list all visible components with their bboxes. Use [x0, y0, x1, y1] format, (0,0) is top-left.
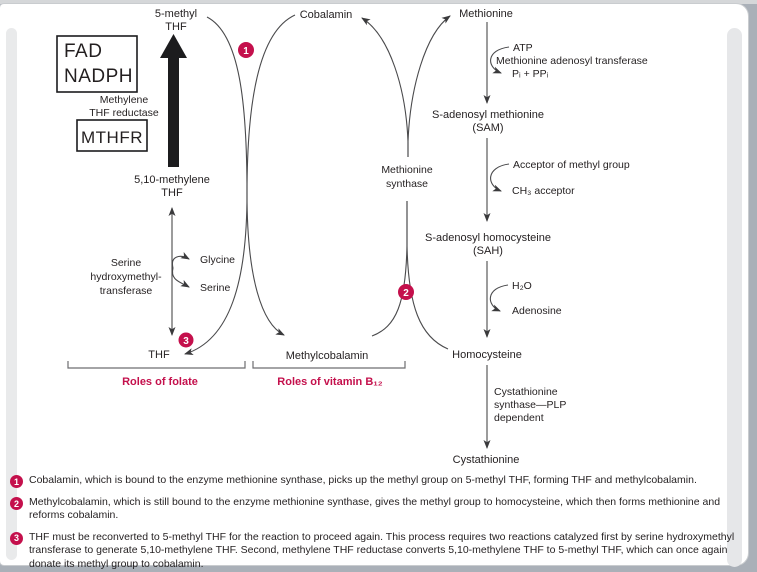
footnote-1-text: Cobalamin, which is bound to the enzyme methionine synthase, picks up the methyl group on 5-methyl THF, forming THF and methylcobalamin. [29, 474, 697, 486]
footnote-3-text: THF must be reconverted to 5-methyl THF for the reaction to proceed again. This process requires two reactions catalyzed first by serine hydroxymethyl transferase to generate 5,10-methylene THF. Second, methylene THF reductase converts 5,10-methylene THF to 5-methyl THF, which can once again donate its methyl group to cobalamin. [29, 530, 735, 570]
sam-label-line2: (SAM) [472, 122, 504, 134]
glycine-label: Glycine [200, 254, 236, 266]
footnote-1-number-icon: 1 [10, 475, 23, 488]
shmt-label-line1: Serine [110, 257, 142, 269]
methyl-acceptor-arc [491, 164, 509, 191]
footnote-2-number-icon: 2 [10, 497, 23, 510]
serine-label: Serine [200, 282, 231, 294]
footnote-1 [10, 474, 742, 488]
methylene-thf-label-line1: 5,10-methylene [134, 174, 210, 186]
thick-reduction-arrow [160, 34, 187, 167]
methionine-label: Methionine [459, 8, 513, 20]
five-methyl-thf-label-line2: THF [165, 21, 187, 33]
cystathionine-synthase-label-line2: synthase—PLP [494, 399, 567, 411]
curve-neck-to-methionine [408, 16, 450, 157]
cystathionine-synthase-label-line1: Cystathionine [494, 386, 558, 398]
footnote-2 [10, 496, 742, 523]
glycine-arc [172, 256, 189, 268]
methylene-thf-reductase-label-line2: THF reductase [89, 107, 159, 119]
methionine-adenosyl-transferase-label: Methionine adenosyl transferase [496, 55, 648, 67]
sam-label-line1: S-adenosyl methionine [432, 109, 544, 121]
footnote-3 [10, 531, 742, 571]
shmt-label-line3: transferase [99, 285, 153, 297]
serine-arc [172, 268, 189, 287]
fad-label: FAD [64, 41, 103, 62]
methylene-thf-reductase-label-line1: Methylene [99, 94, 149, 106]
pathway-diagram [0, 4, 757, 472]
adenosine-label: Adenosine [512, 305, 562, 317]
roles-of-vitamin-b12-label: Roles of vitamin B₁₂ [277, 376, 383, 388]
pi-ppi-label: Pᵢ + PPᵢ [512, 68, 549, 80]
cystathionine-synthase-label-line3: dependent [494, 412, 544, 424]
thf-label: THF [148, 349, 170, 361]
step-2-number: 2 [403, 288, 409, 299]
step-1-number: 1 [243, 46, 249, 57]
footnote-2-text: Methylcobalamin, which is still bound to the enzyme methionine synthase, gives the methyl group to homocysteine, which then forms methionine and reforms cobalamin. [29, 496, 721, 522]
methylcobalamin-label: Methylcobalamin [285, 350, 369, 362]
methylene-thf-label-line2: THF [161, 187, 183, 199]
curve-methylcobalamin-to-neck [372, 201, 407, 336]
homocysteine-label: Homocysteine [452, 349, 522, 361]
step-3-number: 3 [183, 336, 189, 347]
acceptor-of-methyl-group-label: Acceptor of methyl group [513, 159, 630, 171]
mthfr-label: MTHFR [81, 128, 143, 147]
h2o-arc [490, 285, 508, 311]
curve-neck-to-cobalamin [362, 18, 408, 157]
sah-label-line2: (SAH) [473, 245, 503, 257]
methionine-synthase-label-line2: synthase [385, 178, 429, 190]
footnotes [10, 474, 742, 571]
ch3-acceptor-label: CH₃ acceptor [512, 185, 575, 197]
footnote-3-number-icon: 3 [10, 532, 23, 545]
roles-of-folate-label: Roles of folate [122, 376, 198, 388]
roles-of-vitamin-b12-bracket [253, 361, 405, 368]
shmt-label-line2: hydroxymethyl- [90, 271, 162, 283]
five-methyl-thf-label-line1: 5-methyl [154, 8, 198, 20]
curve-neck-to-homocysteine [407, 201, 448, 349]
cobalamin-label: Cobalamin [299, 9, 353, 21]
cystathionine-label: Cystathionine [452, 454, 520, 466]
h2o-label: H₂O [512, 280, 532, 292]
figure-card [0, 4, 748, 570]
atp-label: ATP [513, 42, 533, 54]
methionine-synthase-label-line1: Methionine [381, 164, 433, 176]
sah-label-line1: S-adenosyl homocysteine [425, 232, 551, 244]
nadph-label: NADPH [64, 66, 134, 87]
roles-of-folate-bracket [68, 361, 245, 368]
